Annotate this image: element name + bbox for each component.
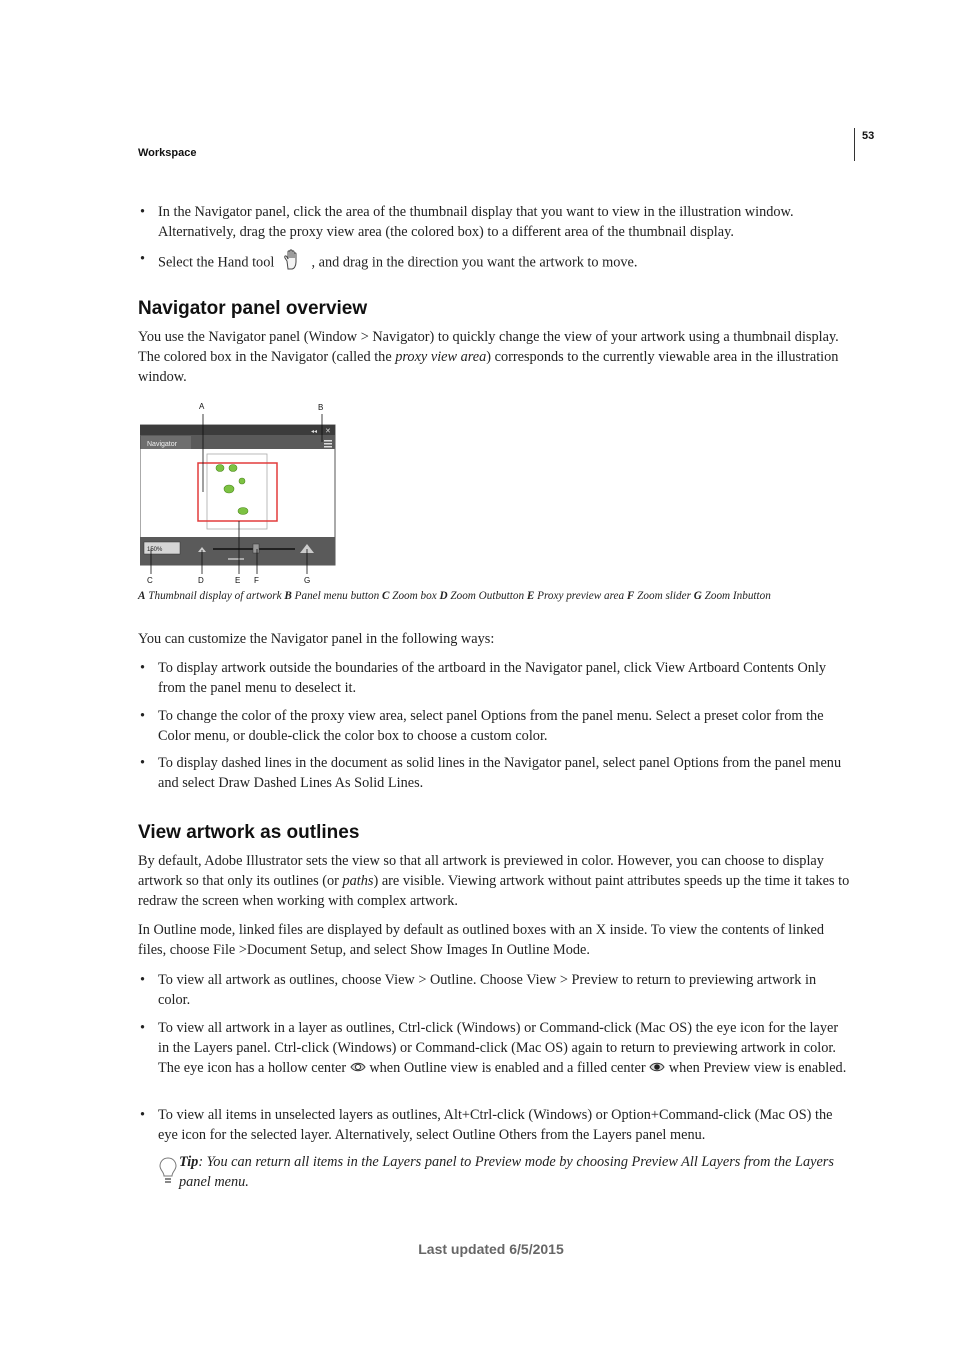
list-item <box>138 970 850 1010</box>
callout-label-b: B <box>318 403 324 412</box>
tip-text: : You can return all items in the Layers panel to Preview mode by choosing Preview All Layers from the Layers panel menu. <box>179 1154 834 1190</box>
list-item <box>138 753 850 793</box>
running-header: Workspace <box>138 147 197 159</box>
para-text: ) are visible. Viewing artwork without paint attributes speeds up the time it takes to redraw the screen when working with complex artwork. <box>138 873 850 909</box>
caption-key: E <box>526 590 535 602</box>
callout-label-g: G <box>304 576 311 585</box>
hand-tool-text-before: Select the Hand tool <box>158 254 275 271</box>
navigator-overview-paragraph <box>138 327 850 387</box>
header-rule <box>854 128 855 161</box>
para-text: You use the Navigator panel (Window > Navigator) to quickly change the view of your artwork using a thumbnail display. The colored box in the Navigator (called the <box>138 329 839 365</box>
para-text: By default, Adobe Illustrator sets the view so that all artwork is previewed in color. However, you can choose to display artwork so that only its outlines (or <box>138 853 824 889</box>
list-item-text: In the Navigator panel, click the area of the thumbnail display that you want to view in the illustration window. Alternatively, drag the proxy view area (the colored box) to a different area of the thumbnail display. <box>158 204 794 240</box>
bullet-marker: • <box>140 755 146 771</box>
lightbulb-icon <box>158 1156 178 1193</box>
bullet-marker: • <box>140 708 146 724</box>
callout-label-f: F <box>254 576 259 585</box>
navigator-panel-illustration <box>140 402 336 592</box>
caption-text: Zoom box <box>389 590 440 602</box>
bullet-marker: • <box>140 660 146 676</box>
bullet-marker: • <box>140 204 146 220</box>
navigator-panel-figure <box>140 402 336 592</box>
caption-key: D <box>439 590 448 602</box>
caption-text: Zoom slider <box>634 590 694 602</box>
caption-key: G <box>693 590 702 602</box>
hand-tool-icon <box>282 249 304 277</box>
list-item-text <box>158 249 850 277</box>
list-item-text: To view all artwork as outlines, choose View > Outline. Choose View > Preview to return to previewing artwork in color. <box>158 972 817 1008</box>
callout-label-d: D <box>198 576 204 585</box>
para-text: ) corresponds to the currently viewable area in the illustration window. <box>138 349 839 385</box>
callout-label-e: E <box>235 576 241 585</box>
zoom-box-value: 150% <box>147 547 163 553</box>
eye-filled-icon <box>649 1059 665 1079</box>
bullet-marker: • <box>140 251 146 267</box>
callout-label-a: A <box>199 402 205 411</box>
section-heading-navigator: Navigator panel overview <box>138 298 368 319</box>
outlines-paragraph-2: In Outline mode, linked files are displayed by default as outlined boxes with an X inside. To view the contents of linked files, choose File >Document Setup, and select Show Images In Outline Mode. <box>138 922 825 958</box>
list-item <box>138 249 850 271</box>
callout-label-c: C <box>147 576 153 585</box>
figure-caption <box>138 590 858 602</box>
bullet-marker: • <box>140 972 146 988</box>
list-item-text <box>158 1018 850 1079</box>
caption-text: Thumbnail display of artwork <box>145 590 285 602</box>
proxy-view-area-term: proxy view area <box>395 349 487 365</box>
outlines-paragraph-1 <box>138 851 850 911</box>
tip-label: Tip <box>179 1154 199 1170</box>
caption-key: A <box>138 590 146 602</box>
caption-text: Proxy preview area <box>534 590 627 602</box>
list-item-text: To view all items in unselected layers as outlines, Alt+Ctrl-click (Windows) or Option+Command-click (Mac OS) the eye icon for the selected layer. Alternatively, select Outline Others from the Layers panel menu. <box>158 1107 833 1143</box>
list-item-text: To change the color of the proxy view area, select panel Options from the panel menu. Select a preset color from the Color menu, or double-click the color box to choose a custom color. <box>158 708 824 744</box>
list-item <box>138 1018 850 1098</box>
caption-text: Zoom Inbutton <box>701 590 771 602</box>
customize-intro: You can customize the Navigator panel in the following ways: <box>138 631 495 647</box>
caption-text: Panel menu button <box>291 590 382 602</box>
panel-tab-title: Navigator <box>147 441 177 448</box>
section-heading-outlines: View artwork as outlines <box>138 822 360 843</box>
caption-text: Zoom Outbutton <box>447 590 527 602</box>
eye-hollow-icon <box>350 1059 366 1079</box>
bullet-marker: • <box>140 1107 146 1123</box>
footer-last-updated: Last updated 6/5/2015 <box>418 1241 564 1257</box>
list-item <box>138 658 850 698</box>
caption-key: B <box>284 590 292 602</box>
hand-tool-text-after: , and drag in the direction you want the artwork to move. <box>311 254 638 271</box>
paths-term: paths <box>342 873 374 889</box>
eye-text-after: when Preview view is enabled. <box>668 1060 847 1076</box>
svg-text:✕: ✕ <box>325 428 331 435</box>
list-item <box>138 706 850 746</box>
list-item <box>138 1105 850 1145</box>
list-item <box>138 202 850 242</box>
eye-text-before: To view all artwork in a layer as outlines, Ctrl-click (Windows) or Command-click (Mac OS) the eye icon for the layer in the Layers panel. Ctrl-click (Windows) or Command-click (Mac OS) again to return to previewing artwork in color. The eye icon has a hollow center <box>158 1020 839 1076</box>
caption-key: F <box>626 590 635 602</box>
bullet-marker: • <box>140 1020 146 1036</box>
list-item-text: To display dashed lines in the document as solid lines in the Navigator panel, select panel Options from the panel menu and select Draw Dashed Lines As Solid Lines. <box>158 755 842 791</box>
svg-text:◂◂: ◂◂ <box>311 429 318 435</box>
tip-paragraph <box>179 1152 851 1192</box>
caption-key: C <box>381 590 390 602</box>
page-number: 53 <box>862 130 875 142</box>
list-item-text: To display artwork outside the boundaries of the artboard in the Navigator panel, click View Artboard Contents Only from the panel menu to deselect it. <box>158 660 827 696</box>
eye-text-middle: when Outline view is enabled and a filled center <box>369 1060 646 1076</box>
